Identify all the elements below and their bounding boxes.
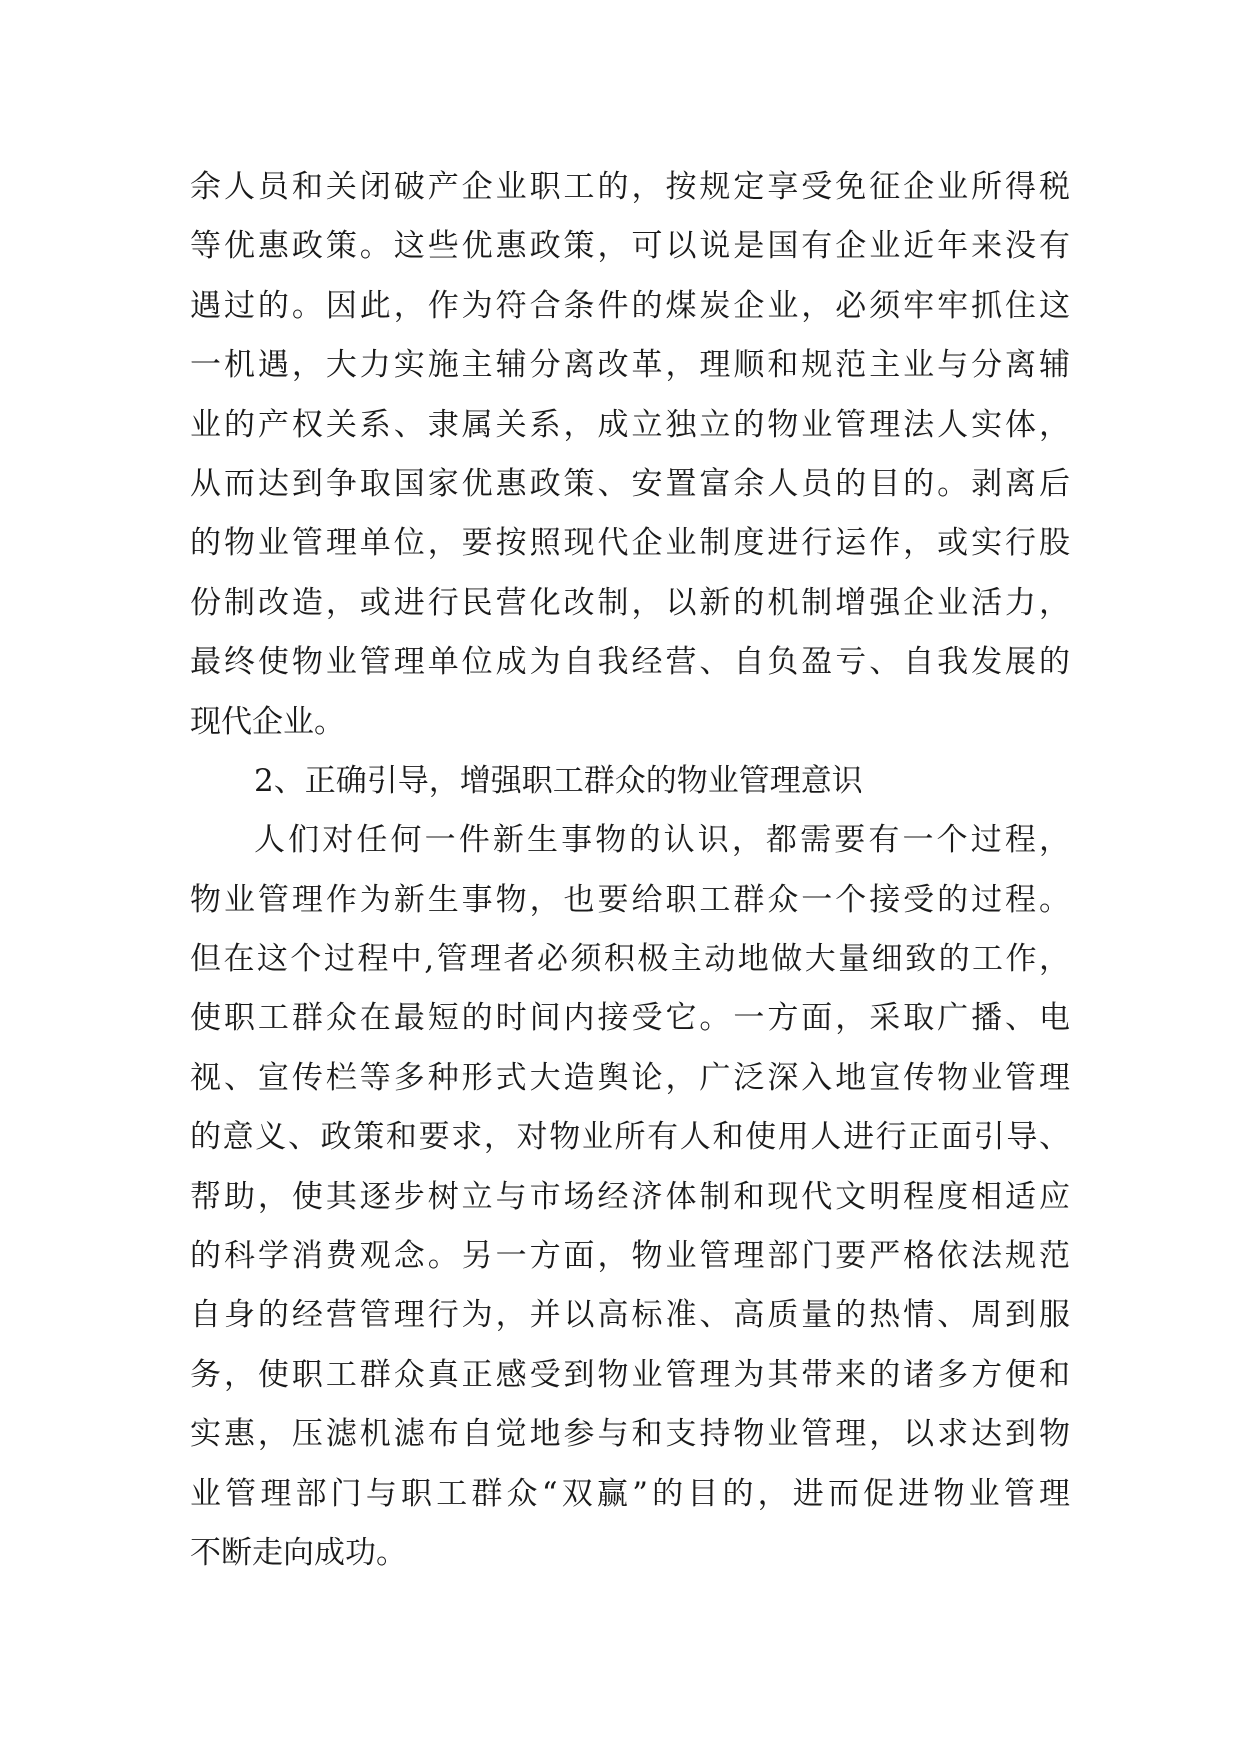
text-line: 务，使职工群众真正感受到物业管理为其带来的诸多方便和 bbox=[190, 1356, 1070, 1393]
text-line: 一机遇，大力实施主辅分离改革，理顺和规范主业与分离辅 bbox=[190, 347, 1070, 384]
text-line: 的物业管理单位，要按照现代企业制度进行运作，或实行股 bbox=[190, 525, 1070, 562]
text-line: 帮助，使其逐步树立与市场经济体制和现代文明程度相适应 bbox=[190, 1178, 1070, 1215]
text-line: 业的产权关系、隶属关系，成立独立的物业管理法人实体， bbox=[190, 406, 1070, 443]
text-line: 但在这个过程中,管理者必须积极主动地做大量细致的工作， bbox=[190, 941, 1070, 978]
text-line: 遇过的。因此，作为符合条件的煤炭企业，必须牢牢抓住这 bbox=[190, 287, 1070, 324]
text-line: 视、宣传栏等多种形式大造舆论，广泛深入地宣传物业管理 bbox=[190, 1059, 1070, 1096]
body-text bbox=[190, 158, 1070, 1583]
text-line: 使职工群众在最短的时间内接受它。一方面，采取广播、电 bbox=[190, 1000, 1070, 1037]
text-line: 业管理部门与职工群众“双赢”的目的，进而促进物业管理 bbox=[190, 1475, 1070, 1512]
text-line: 的意义、政策和要求，对物业所有人和使用人进行正面引导、 bbox=[190, 1119, 1070, 1156]
text-line: 最终使物业管理单位成为自我经营、自负盈亏、自我发展的 bbox=[190, 644, 1070, 681]
section-heading: 2、正确引导，增强职工群众的物业管理意识 bbox=[254, 762, 863, 799]
text-line: 人们对任何一件新生事物的认识，都需要有一个过程， bbox=[254, 822, 1070, 859]
text-line: 份制改造，或进行民营化改制，以新的机制增强企业活力， bbox=[190, 584, 1070, 621]
text-line: 余人员和关闭破产企业职工的，按规定享受免征企业所得税 bbox=[190, 169, 1070, 205]
text-line: 现代企业。 bbox=[190, 703, 345, 740]
text-line: 的科学消费观念。另一方面，物业管理部门要严格依法规范 bbox=[190, 1238, 1070, 1275]
text-line: 不断走向成功。 bbox=[190, 1534, 407, 1571]
text-line: 等优惠政策。这些优惠政策，可以说是国有企业近年来没有 bbox=[190, 228, 1070, 265]
text-line: 从而达到争取国家优惠政策、安置富余人员的目的。剥离后 bbox=[190, 465, 1070, 502]
text-line: 物业管理作为新生事物，也要给职工群众一个接受的过程。 bbox=[190, 881, 1070, 918]
text-line: 自身的经营管理行为，并以高标准、高质量的热情、周到服 bbox=[190, 1297, 1070, 1334]
text-line: 实惠，压滤机滤布自觉地参与和支持物业管理，以求达到物 bbox=[190, 1416, 1070, 1453]
